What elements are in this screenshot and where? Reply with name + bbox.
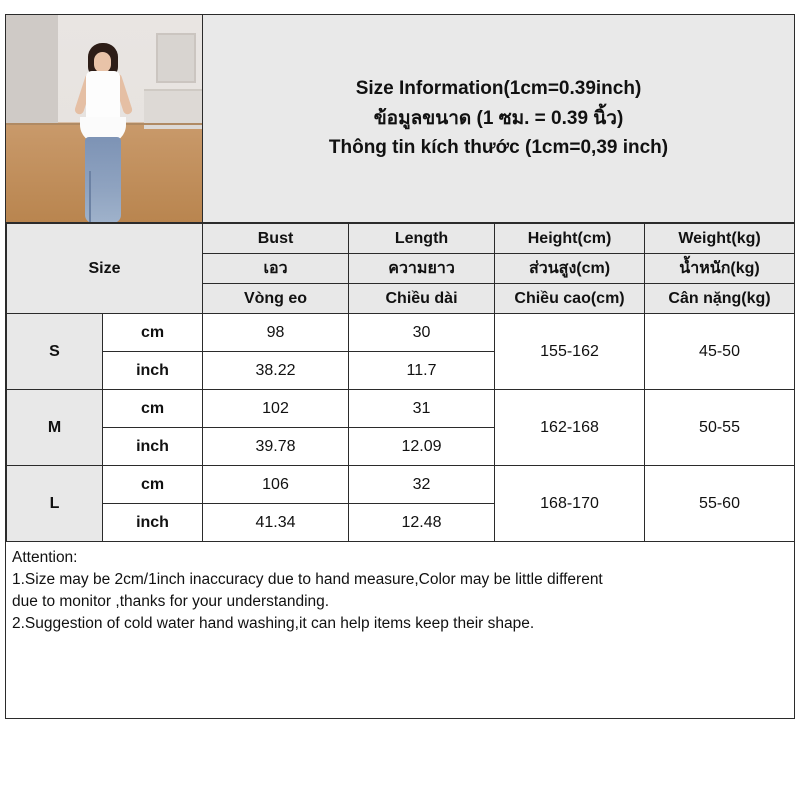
attention-line-1: 1.Size may be 2cm/1inch inaccuracy due to hand measure,Color may be little different <box>12 571 603 588</box>
l-weight: 55-60 <box>645 466 795 542</box>
header-bust-en: Bust <box>203 224 349 254</box>
row-unit-cm-s: cm <box>103 314 203 352</box>
header-bust-vi: Vòng eo <box>203 284 349 314</box>
m-length-cm: 31 <box>349 390 495 428</box>
row-size-label-s: S <box>7 314 103 390</box>
m-weight: 50-55 <box>645 390 795 466</box>
row-unit-inch-l: inch <box>103 504 203 542</box>
photo-picture-frame <box>156 33 196 83</box>
row-unit-cm-l: cm <box>103 466 203 504</box>
m-length-inch: 12.09 <box>349 428 495 466</box>
title-line-english: Size Information(1cm=0.39inch) <box>355 78 642 100</box>
row-unit-inch-m: inch <box>103 428 203 466</box>
attention-block <box>6 542 794 718</box>
photo-model <box>72 43 134 222</box>
s-length-inch: 11.7 <box>349 352 495 390</box>
header-bust-th: เอว <box>203 254 349 284</box>
size-table <box>6 223 795 542</box>
header-weight-vi: Cân nặng(kg) <box>645 284 795 314</box>
s-bust-cm: 98 <box>203 314 349 352</box>
title-line-vietnamese: Thông tin kích thước (1cm=0,39 inch) <box>328 137 669 159</box>
attention-line-3: 2.Suggestion of cold water hand washing,it can help items keep their shape. <box>12 615 535 632</box>
size-column-label: Size <box>7 224 203 314</box>
photo-model-face <box>94 52 111 73</box>
header-band <box>6 15 794 223</box>
header-weight-en: Weight(kg) <box>645 224 795 254</box>
size-chart-container <box>5 14 795 719</box>
product-photo <box>6 15 202 222</box>
l-bust-cm: 106 <box>203 466 349 504</box>
m-bust-inch: 39.78 <box>203 428 349 466</box>
photo-wall-panel <box>6 15 58 123</box>
row-unit-inch-s: inch <box>103 352 203 390</box>
photo-model-top <box>86 71 120 123</box>
header-length-th: ความยาว <box>349 254 495 284</box>
s-weight: 45-50 <box>645 314 795 390</box>
title-line-thai: ข้อมูลขนาด (1 ซม. = 0.39 นิ้ว) <box>373 107 624 129</box>
row-unit-cm-m: cm <box>103 390 203 428</box>
attention-line-2: due to monitor ,thanks for your understanding. <box>12 593 330 610</box>
row-size-label-l: L <box>7 466 103 542</box>
table-row <box>7 314 795 352</box>
product-photo-cell <box>6 15 203 222</box>
s-bust-inch: 38.22 <box>203 352 349 390</box>
header-height-th: ส่วนสูง(cm) <box>495 254 645 284</box>
photo-model-jeans-seam <box>89 171 91 222</box>
m-bust-cm: 102 <box>203 390 349 428</box>
header-height-en: Height(cm) <box>495 224 645 254</box>
m-height: 162-168 <box>495 390 645 466</box>
header-weight-th: น้ำหนัก(kg) <box>645 254 795 284</box>
s-height: 155-162 <box>495 314 645 390</box>
header-length-en: Length <box>349 224 495 254</box>
l-length-cm: 32 <box>349 466 495 504</box>
attention-heading: Attention: <box>12 549 78 566</box>
table-row <box>7 466 795 504</box>
table-header-row-english <box>7 224 795 254</box>
l-length-inch: 12.48 <box>349 504 495 542</box>
title-cell <box>203 15 794 222</box>
header-height-vi: Chiều cao(cm) <box>495 284 645 314</box>
l-bust-inch: 41.34 <box>203 504 349 542</box>
row-size-label-m: M <box>7 390 103 466</box>
header-length-vi: Chiều dài <box>349 284 495 314</box>
table-row <box>7 390 795 428</box>
l-height: 168-170 <box>495 466 645 542</box>
s-length-cm: 30 <box>349 314 495 352</box>
